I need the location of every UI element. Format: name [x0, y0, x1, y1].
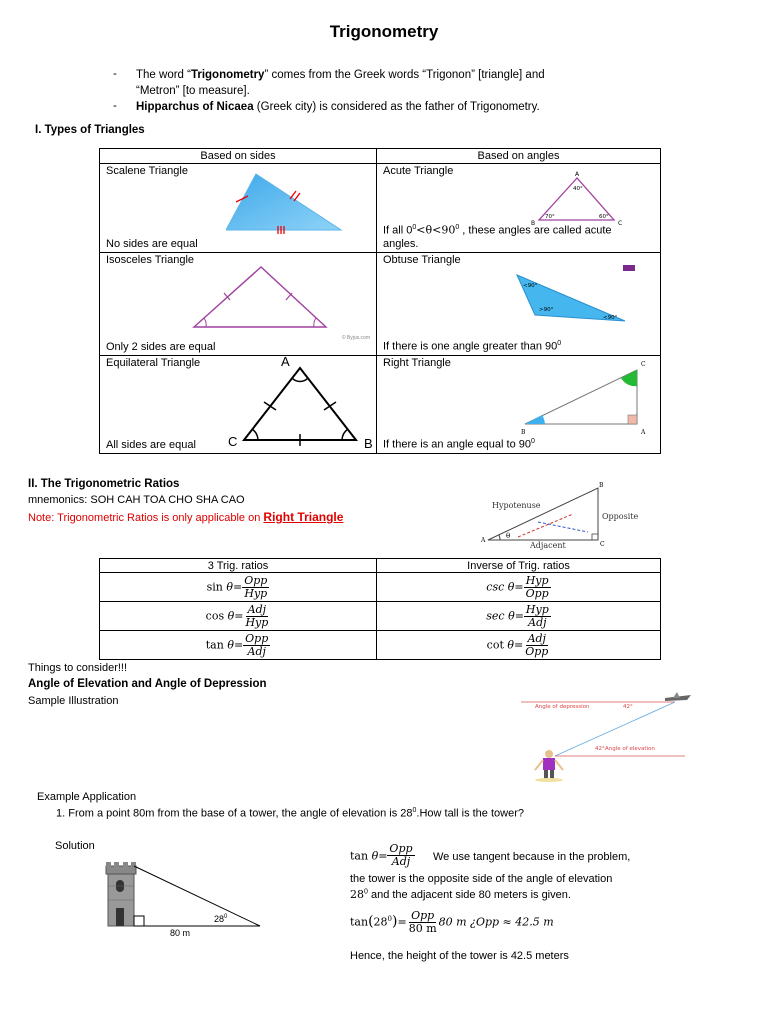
obtuse-angle-2: >90° — [539, 307, 554, 313]
diagram-vertex-a: A — [481, 537, 486, 544]
intro-bullet-1: The word “Trigonometry” comes from the Greek words “Trigonon” [triangle] and “Metron” [to measure]. — [136, 69, 545, 97]
hypotenuse-label: Hypotenuse — [492, 501, 541, 510]
right-desc: If there is an angle equal to $90^0$ — [383, 438, 535, 451]
scalene-triangle-image — [226, 172, 346, 234]
page-title: Trigonometry — [329, 22, 439, 41]
ratio-row-tan: tan θ= $\frac{\text{Opp}}{\text{Adj}}$ cot θ= $\frac{\text{Adj}}{\text{Opp}}$ — [100, 631, 661, 660]
person-icon — [535, 750, 563, 782]
tower-diagram — [104, 862, 274, 942]
opposite-label: Opposite — [602, 512, 639, 521]
tower-angle-label: $28^0$ — [214, 914, 228, 924]
right-triangle-link[interactable]: Right Triangle — [263, 510, 344, 524]
sample-illustration-label: Sample Illustration — [28, 695, 119, 707]
elevation-degree: 42° — [595, 746, 605, 752]
acute-angle-left: 70° — [545, 214, 555, 220]
acute-desc: If all $0^0<\theta<90^0$ , these angles are called acute angles. — [383, 224, 612, 250]
equilateral-label: Equilateral Triangle — [106, 357, 201, 369]
cell-scalene — [100, 164, 377, 253]
elevation-label: Angle of elevation — [605, 746, 655, 752]
header-based-on-sides: Based on sides — [100, 149, 377, 164]
explanation-line-3: $28^0$ and the adjacent side 80 meters is given. — [350, 888, 571, 901]
isosceles-triangle-image — [192, 263, 332, 333]
trig-ratio-diagram — [478, 482, 658, 552]
scalene-desc: No sides are equal — [106, 238, 198, 250]
tangent-calculation: $\tan(28^0)=$ $\frac{\text{Opp}}{80 m}$ 80 m ¿Opp ≈ 42.5 m — [350, 909, 554, 935]
cell-right — [377, 356, 661, 454]
right-vertex-c: C — [641, 361, 646, 368]
right-vertex-b: B — [521, 429, 526, 436]
cell-acute — [377, 164, 661, 253]
section-heading-ratios: II. The Trigonometric Ratios — [28, 478, 180, 490]
ratio-row-cos: cos θ= $\frac{\text{Adj}}{\text{Hyp}}$ sec θ= $\frac{\text{Hyp}}{\text{Adj}}$ — [100, 602, 661, 631]
depression-degree: 42° — [623, 704, 633, 710]
acute-vertex-a: A — [575, 171, 580, 178]
tower-icon — [106, 862, 136, 926]
cell-isosceles — [100, 253, 377, 356]
obtuse-desc: If there is one angle greater than $90^0$ — [383, 340, 562, 353]
diagram-theta: θ — [506, 532, 511, 540]
adjacent-label: Adjacent — [530, 541, 566, 550]
right-vertex-a: A — [641, 429, 646, 436]
triangle-types-table — [99, 148, 661, 454]
acute-angle-top: 40° — [573, 186, 583, 192]
note-text: Note: Trigonometric Ratios is only applicable on Right Triangle — [28, 510, 344, 524]
header-trig-ratios: 3 Trig. ratios — [100, 559, 377, 573]
mnemonic-text: mnemonics: SOH CAH TOA CHO SHA CAO — [28, 494, 245, 506]
intro-bullet-2: Hipparchus of Nicaea (Greek city) is considered as the father of Trigonometry. — [136, 101, 540, 113]
isosceles-label: Isosceles Triangle — [106, 254, 195, 266]
obtuse-angle-1: <90° — [523, 283, 538, 289]
elevation-heading: Angle of Elevation and Angle of Depression — [28, 678, 267, 690]
conclusion-text: Hence, the height of the tower is 42.5 meters — [350, 950, 569, 962]
cell-obtuse — [377, 253, 661, 356]
scalene-label: Scalene Triangle — [106, 165, 188, 177]
things-to-consider: Things to consider!!! — [28, 662, 128, 674]
elevation-depression-image — [515, 686, 700, 786]
equilateral-vertex-c: C — [228, 434, 238, 449]
isosceles-desc: Only 2 sides are equal — [106, 341, 216, 353]
right-triangle-image — [517, 358, 652, 438]
bullet-dash: - — [113, 100, 117, 112]
explanation-line-1: We use tangent because in the problem, — [433, 851, 631, 863]
equilateral-triangle-image — [228, 356, 378, 452]
bullet-dash: - — [113, 68, 117, 80]
acute-vertex-b: B — [531, 220, 536, 227]
depression-label: Angle of depression — [535, 704, 590, 710]
obtuse-angle-3: <90° — [603, 315, 618, 321]
byjus-credit: © Byjus.com — [341, 335, 370, 341]
trig-ratios-table — [99, 558, 661, 660]
equilateral-desc: All sides are equal — [106, 439, 196, 451]
logo-icon — [623, 265, 635, 271]
cell-equilateral — [100, 356, 377, 454]
diagram-vertex-c: C — [600, 541, 605, 548]
example-heading: Example Application — [37, 791, 137, 803]
diagram-vertex-b: B — [599, 482, 604, 489]
equilateral-vertex-a: A — [281, 356, 290, 369]
tower-base-label: 80 m — [170, 928, 191, 938]
header-inverse-ratios: Inverse of Trig. ratios — [377, 559, 661, 573]
obtuse-triangle-image — [515, 271, 635, 329]
airplane-icon — [665, 692, 691, 701]
solution-label: Solution — [55, 840, 95, 852]
right-label: Right Triangle — [383, 357, 451, 369]
header-based-on-angles: Based on angles — [377, 149, 661, 164]
tangent-formula: tan θ= $\frac{\text{Opp}}{\text{Adj}}$ — [350, 842, 413, 868]
obtuse-label: Obtuse Triangle — [383, 254, 461, 266]
acute-angle-right: 60° — [599, 214, 609, 220]
example-problem: 1. From a point 80m from the base of a tower, the angle of elevation is $28^0.How$ tall is the tower? — [56, 807, 524, 820]
acute-label: Acute Triangle — [383, 165, 454, 177]
ratio-row-sin: sin θ= $\frac{\text{Opp}}{\text{Hyp}}$ csc θ= $\frac{\text{Hyp}}{\text{Opp}}$ — [100, 573, 661, 602]
explanation-line-2: the tower is the opposite side of the angle of elevation — [350, 873, 613, 885]
section-heading-types: I. Types of Triangles — [35, 124, 145, 136]
equilateral-vertex-b: B — [364, 436, 373, 451]
acute-vertex-c: C — [618, 220, 623, 227]
